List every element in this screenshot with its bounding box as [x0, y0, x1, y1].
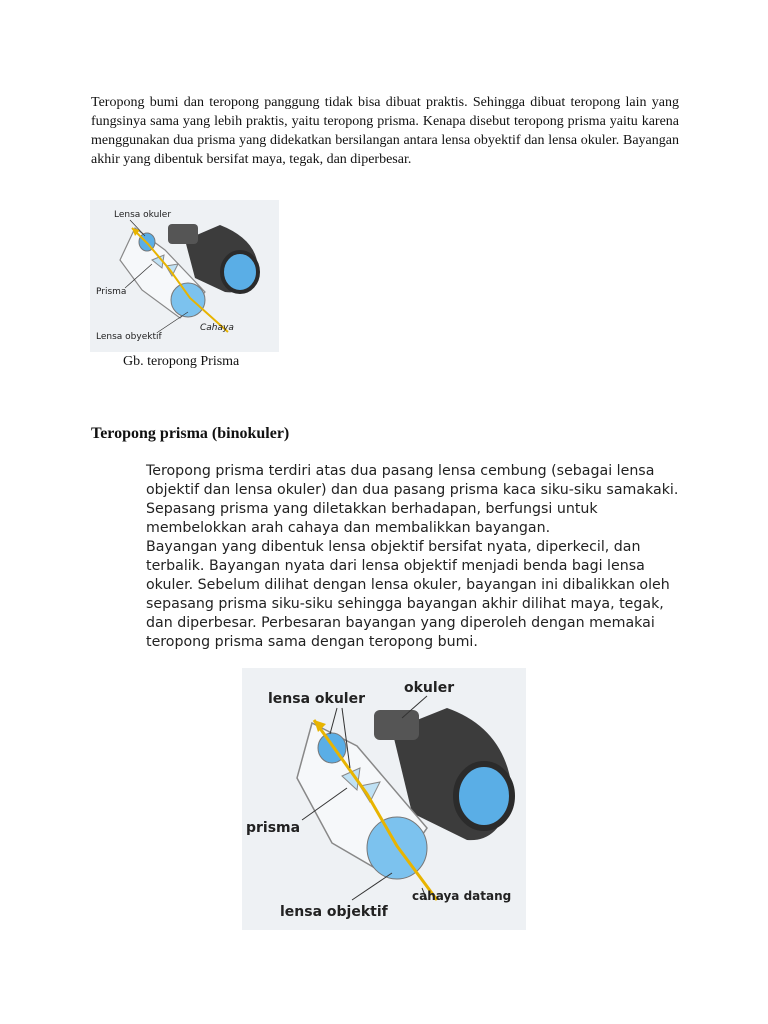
label-okuler: okuler	[404, 680, 455, 696]
section-paragraph-1: Teropong prisma terdiri atas dua pasang lensa cembung (sebagai lensa objektif dan lensa okuler) dan dua pasang prisma kaca siku-siku samakaki. Sepasang prisma yang diletakkan berhadapan, berfungsi untuk membelokkan arah cahaya dan membalikkan bayangan.	[146, 463, 679, 536]
pointer-line	[158, 312, 188, 332]
objective-lens	[171, 283, 205, 317]
dark-objective-lens	[222, 252, 258, 292]
binocular-diagram-small	[90, 200, 279, 352]
label-prisma: Prisma	[96, 287, 127, 297]
pointer-line	[352, 873, 392, 900]
section-heading: Teropong prisma (binokuler)	[91, 425, 290, 442]
dark-objective-lens	[456, 764, 512, 828]
label-lensa-objektif: lensa objektif	[280, 904, 388, 920]
label-cahaya-datang: cahaya datang	[412, 889, 512, 903]
binocular-figure-small	[90, 200, 279, 352]
section-body	[91, 462, 691, 652]
focus-wheel	[374, 710, 419, 740]
focus-wheel	[168, 224, 198, 244]
label-lensa-okuler: Lensa okuler	[114, 210, 172, 220]
figure-caption: Gb. teropong Prisma	[123, 354, 240, 369]
binocular-diagram-large	[242, 668, 526, 930]
section-paragraph-2: Bayangan yang dibentuk lensa objektif bersifat nyata, diperkecil, dan terbalik. Bayangan nyata dari lensa objektif menjadi benda bagi lensa okuler. Sebelum dilihat dengan lensa okuler, bayangan ini dibalikkan oleh sepasang prisma siku-siku sehingga bayangan akhir dilihat maya, tegak, dan diperbesar. Perbesaran bayangan yang diperoleh dengan memakai teropong prisma sama dengan teropong bumi.	[146, 539, 670, 650]
label-lensa-okuler: lensa okuler	[268, 691, 366, 707]
pointer-line	[330, 708, 337, 734]
label-cahaya: Cahaya	[200, 323, 234, 333]
intro-paragraph: Teropong bumi dan teropong panggung tidak bisa dibuat praktis. Sehingga dibuat teropong lain yang fungsinya sama yang lebih praktis, yaitu teropong prisma. Kenapa disebut teropong prisma yaitu karena menggunakan dua prisma yang didekatkan bersilangan antara lensa obyektif dan lensa okuler. Bayangan akhir yang dibentuk bersifat maya, tegak, dan diperbesar.	[91, 95, 679, 167]
binocular-figure-large	[242, 668, 526, 930]
label-prisma: prisma	[246, 820, 301, 836]
label-lensa-obyektif: Lensa obyektif	[96, 332, 162, 342]
